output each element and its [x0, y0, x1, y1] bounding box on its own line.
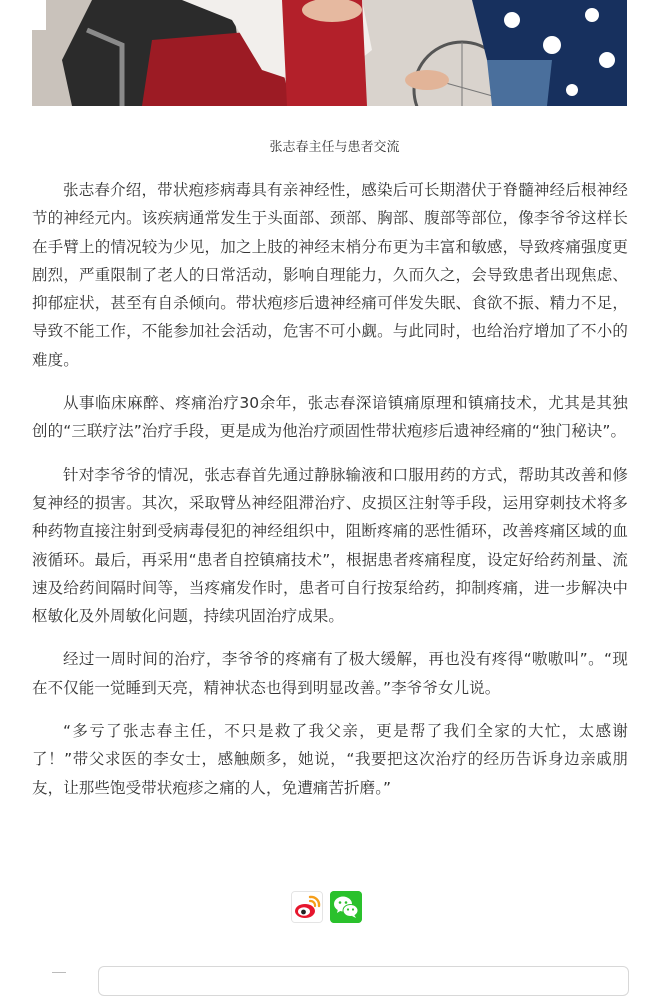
- article-body: [32, 176, 628, 817]
- paragraph: 针对李爷爷的情况，张志春首先通过静脉输液和口服用药的方式，帮助其改善和修复神经的损害。其次，采取臂丛神经阻滞治疗、皮损区注射等手段，运用穿刺技术将多种药物直接注射到受病毒侵犯的神经组织中，阻断疼痛的恶性循环，改善疼痛区域的血液循环。最后，再采用“患者自控镇痛技术”，根据患者疼痛程度，设定好给药剂量、流速及给药间隔时间等，当疼痛发作时，患者可自行按泵给药，抑制疼痛，进一步解决中枢敏化及外周敏化问题，持续巩固治疗成果。: [32, 465, 628, 626]
- weibo-icon: [292, 892, 322, 922]
- weibo-share-button[interactable]: [291, 891, 323, 923]
- article-photo: [32, 0, 627, 106]
- paragraph: 经过一周时间的治疗，李爷爷的疼痛有了极大缓解，再也没有疼得“嗷嗷叫”。“现在不仅能一觉睡到天亮，精神状态也得到明显改善。”李爷爷女儿说。: [32, 650, 628, 697]
- paragraph: 张志春介绍，带状疱疹病毒具有亲神经性，感染后可长期潜伏于脊髓神经后根神经节的神经元内。该疾病通常发生于头面部、颈部、胸部、腹部等部位，像李爷爷这样长在手臂上的情况较为少见，加之上肢的神经末梢分布更为丰富和敏感，导致疼痛强度更剧烈，严重限制了老人的日常活动，影响自理能力，久而久之，会导致患者出现焦虑、抑郁症状，甚至有自杀倾向。带状疱疹后遗神经痛可伴发失眠、食欲不振、精力不足，导致不能工作，不能参加社会活动，危害不可小觑。与此同时，也给治疗增加了不小的难度。: [32, 181, 628, 369]
- wechat-icon: [330, 891, 362, 923]
- paragraph: 从事临床麻醉、疼痛治疗30余年，张志春深谙镇痛原理和镇痛技术，尤其是其独创的“三联疗法”治疗手段，更是成为他治疗顽固性带状疱疹后遗神经痛的“独门秘诀”。: [32, 394, 628, 441]
- comment-input-box[interactable]: [98, 966, 629, 996]
- photo-image: [32, 0, 627, 106]
- paragraph: “多亏了张志春主任，不只是救了我父亲，更是帮了我们全家的大忙，太感谢了！”带父求医的李女士，感触颇多，她说，“我要把这次治疗的经历告诉身边亲戚朋友，让那些饱受带状疱疹之痛的人，免遭痛苦折磨。”: [32, 722, 628, 797]
- photo-caption: 张志春主任与患者交流: [269, 140, 400, 155]
- wechat-share-button[interactable]: [330, 891, 362, 923]
- bottom-divider: [52, 972, 66, 973]
